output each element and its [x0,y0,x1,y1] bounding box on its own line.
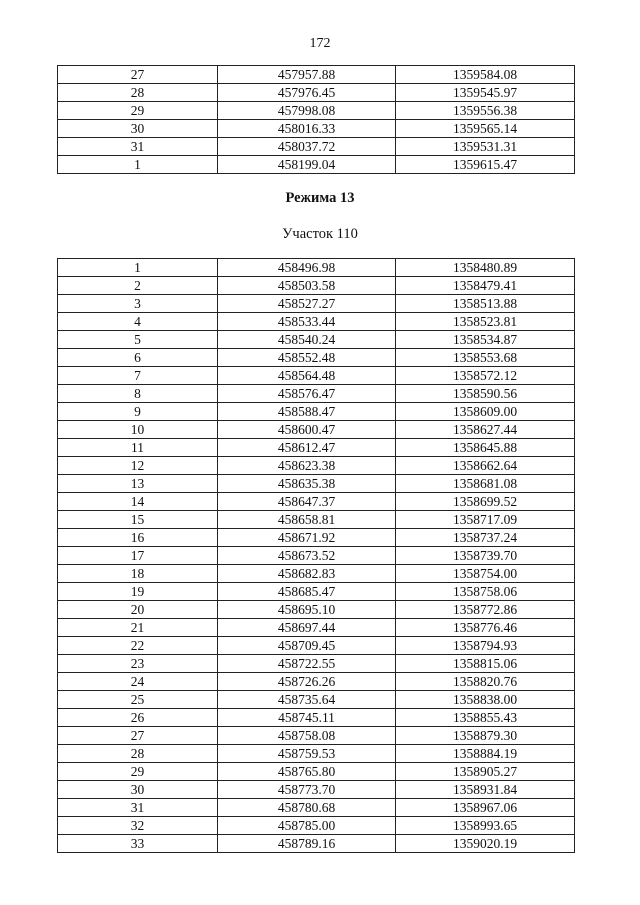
table-row [58,745,575,763]
y-coordinate-cell: 1358820.76 [396,673,575,691]
point-number-cell: 27 [58,727,218,745]
y-coordinate-cell: 1358855.43 [396,709,575,727]
point-number-cell: 2 [58,277,218,295]
y-coordinate-cell: 1358523.81 [396,313,575,331]
table-row [58,138,575,156]
x-coordinate-cell: 458647.37 [218,493,396,511]
point-number-cell: 29 [58,763,218,781]
table-row [58,457,575,475]
y-coordinate-cell: 1358794.93 [396,637,575,655]
y-coordinate-cell: 1359615.47 [396,156,575,174]
x-coordinate-cell: 458527.27 [218,295,396,313]
x-coordinate-cell: 458682.83 [218,565,396,583]
y-coordinate-cell: 1358480.89 [396,259,575,277]
x-coordinate-cell: 458540.24 [218,331,396,349]
point-number-cell: 12 [58,457,218,475]
y-coordinate-cell: 1358513.88 [396,295,575,313]
point-number-cell: 31 [58,799,218,817]
x-coordinate-cell: 458612.47 [218,439,396,457]
y-coordinate-cell: 1358737.24 [396,529,575,547]
x-coordinate-cell: 458697.44 [218,619,396,637]
table-row [58,385,575,403]
coordinates-table-continued [57,65,575,174]
y-coordinate-cell: 1358815.06 [396,655,575,673]
x-coordinate-cell: 458037.72 [218,138,396,156]
mode-heading: Режима 13 [285,190,355,206]
point-number-cell: 25 [58,691,218,709]
section-title: Участок 110 [282,226,358,242]
point-number-cell: 30 [58,781,218,799]
table-row [58,529,575,547]
table-row [58,565,575,583]
y-coordinate-cell: 1358590.56 [396,385,575,403]
point-number-cell: 27 [58,66,218,84]
point-number-cell: 1 [58,259,218,277]
x-coordinate-cell: 458533.44 [218,313,396,331]
x-coordinate-cell: 458658.81 [218,511,396,529]
point-number-cell: 18 [58,565,218,583]
y-coordinate-cell: 1358967.06 [396,799,575,817]
y-coordinate-cell: 1358739.70 [396,547,575,565]
table-row [58,799,575,817]
table-row [58,295,575,313]
x-coordinate-cell: 457976.45 [218,84,396,102]
table-row [58,421,575,439]
x-coordinate-cell: 458759.53 [218,745,396,763]
x-coordinate-cell: 458685.47 [218,583,396,601]
x-coordinate-cell: 458758.08 [218,727,396,745]
point-number-cell: 10 [58,421,218,439]
x-coordinate-cell: 458600.47 [218,421,396,439]
table-row [58,835,575,853]
point-number-cell: 4 [58,313,218,331]
point-number-cell: 7 [58,367,218,385]
y-coordinate-cell: 1358717.09 [396,511,575,529]
table-row [58,547,575,565]
y-coordinate-cell: 1358553.68 [396,349,575,367]
point-number-cell: 15 [58,511,218,529]
y-coordinate-cell: 1358838.00 [396,691,575,709]
x-coordinate-cell: 458709.45 [218,637,396,655]
table-row [58,583,575,601]
y-coordinate-cell: 1359020.19 [396,835,575,853]
y-coordinate-cell: 1359584.08 [396,66,575,84]
point-number-cell: 14 [58,493,218,511]
x-coordinate-cell: 458588.47 [218,403,396,421]
y-coordinate-cell: 1358879.30 [396,727,575,745]
point-number-cell: 9 [58,403,218,421]
point-number-cell: 33 [58,835,218,853]
table-row [58,66,575,84]
x-coordinate-cell: 458722.55 [218,655,396,673]
page-number: 172 [309,36,331,51]
x-coordinate-cell: 457957.88 [218,66,396,84]
x-coordinate-cell: 458773.70 [218,781,396,799]
x-coordinate-cell: 458780.68 [218,799,396,817]
table-row [58,403,575,421]
table-row [58,511,575,529]
point-number-cell: 5 [58,331,218,349]
coordinates-table [57,258,575,853]
table-row [58,313,575,331]
x-coordinate-cell: 458496.98 [218,259,396,277]
table-row [58,655,575,673]
y-coordinate-cell: 1358776.46 [396,619,575,637]
point-number-cell: 1 [58,156,218,174]
table-row [58,120,575,138]
y-coordinate-cell: 1359531.31 [396,138,575,156]
x-coordinate-cell: 458785.00 [218,817,396,835]
y-coordinate-cell: 1358662.64 [396,457,575,475]
point-number-cell: 11 [58,439,218,457]
y-coordinate-cell: 1358699.52 [396,493,575,511]
point-number-cell: 30 [58,120,218,138]
point-number-cell: 23 [58,655,218,673]
point-number-cell: 29 [58,102,218,120]
table-row [58,277,575,295]
x-coordinate-cell: 458623.38 [218,457,396,475]
y-coordinate-cell: 1358754.00 [396,565,575,583]
point-number-cell: 13 [58,475,218,493]
y-coordinate-cell: 1358645.88 [396,439,575,457]
y-coordinate-cell: 1358609.00 [396,403,575,421]
point-number-cell: 16 [58,529,218,547]
y-coordinate-cell: 1359565.14 [396,120,575,138]
point-number-cell: 32 [58,817,218,835]
table-row [58,102,575,120]
table-row [58,619,575,637]
x-coordinate-cell: 458016.33 [218,120,396,138]
point-number-cell: 3 [58,295,218,313]
point-number-cell: 24 [58,673,218,691]
point-number-cell: 6 [58,349,218,367]
table-row [58,84,575,102]
point-number-cell: 28 [58,745,218,763]
y-coordinate-cell: 1359556.38 [396,102,575,120]
point-number-cell: 31 [58,138,218,156]
point-number-cell: 20 [58,601,218,619]
table-row [58,781,575,799]
x-coordinate-cell: 458735.64 [218,691,396,709]
y-coordinate-cell: 1358572.12 [396,367,575,385]
y-coordinate-cell: 1358993.65 [396,817,575,835]
x-coordinate-cell: 458789.16 [218,835,396,853]
table-row [58,673,575,691]
x-coordinate-cell: 458695.10 [218,601,396,619]
x-coordinate-cell: 458199.04 [218,156,396,174]
table-row [58,817,575,835]
table-row [58,367,575,385]
x-coordinate-cell: 458552.48 [218,349,396,367]
y-coordinate-cell: 1358931.84 [396,781,575,799]
table-row [58,691,575,709]
point-number-cell: 26 [58,709,218,727]
table-row [58,156,575,174]
x-coordinate-cell: 458726.26 [218,673,396,691]
table-row [58,349,575,367]
x-coordinate-cell: 458671.92 [218,529,396,547]
table-row [58,475,575,493]
table-row [58,439,575,457]
x-coordinate-cell: 458635.38 [218,475,396,493]
y-coordinate-cell: 1358884.19 [396,745,575,763]
x-coordinate-cell: 458503.58 [218,277,396,295]
x-coordinate-cell: 457998.08 [218,102,396,120]
y-coordinate-cell: 1358758.06 [396,583,575,601]
x-coordinate-cell: 458576.47 [218,385,396,403]
table-row [58,763,575,781]
point-number-cell: 19 [58,583,218,601]
x-coordinate-cell: 458564.48 [218,367,396,385]
y-coordinate-cell: 1359545.97 [396,84,575,102]
point-number-cell: 21 [58,619,218,637]
table-row [58,709,575,727]
y-coordinate-cell: 1358627.44 [396,421,575,439]
y-coordinate-cell: 1358772.86 [396,601,575,619]
table-row [58,637,575,655]
table-row [58,331,575,349]
y-coordinate-cell: 1358479.41 [396,277,575,295]
y-coordinate-cell: 1358534.87 [396,331,575,349]
table-row [58,493,575,511]
x-coordinate-cell: 458765.80 [218,763,396,781]
x-coordinate-cell: 458673.52 [218,547,396,565]
table-row [58,601,575,619]
table-row [58,727,575,745]
point-number-cell: 8 [58,385,218,403]
x-coordinate-cell: 458745.11 [218,709,396,727]
point-number-cell: 28 [58,84,218,102]
y-coordinate-cell: 1358905.27 [396,763,575,781]
y-coordinate-cell: 1358681.08 [396,475,575,493]
point-number-cell: 17 [58,547,218,565]
point-number-cell: 22 [58,637,218,655]
table-row [58,259,575,277]
